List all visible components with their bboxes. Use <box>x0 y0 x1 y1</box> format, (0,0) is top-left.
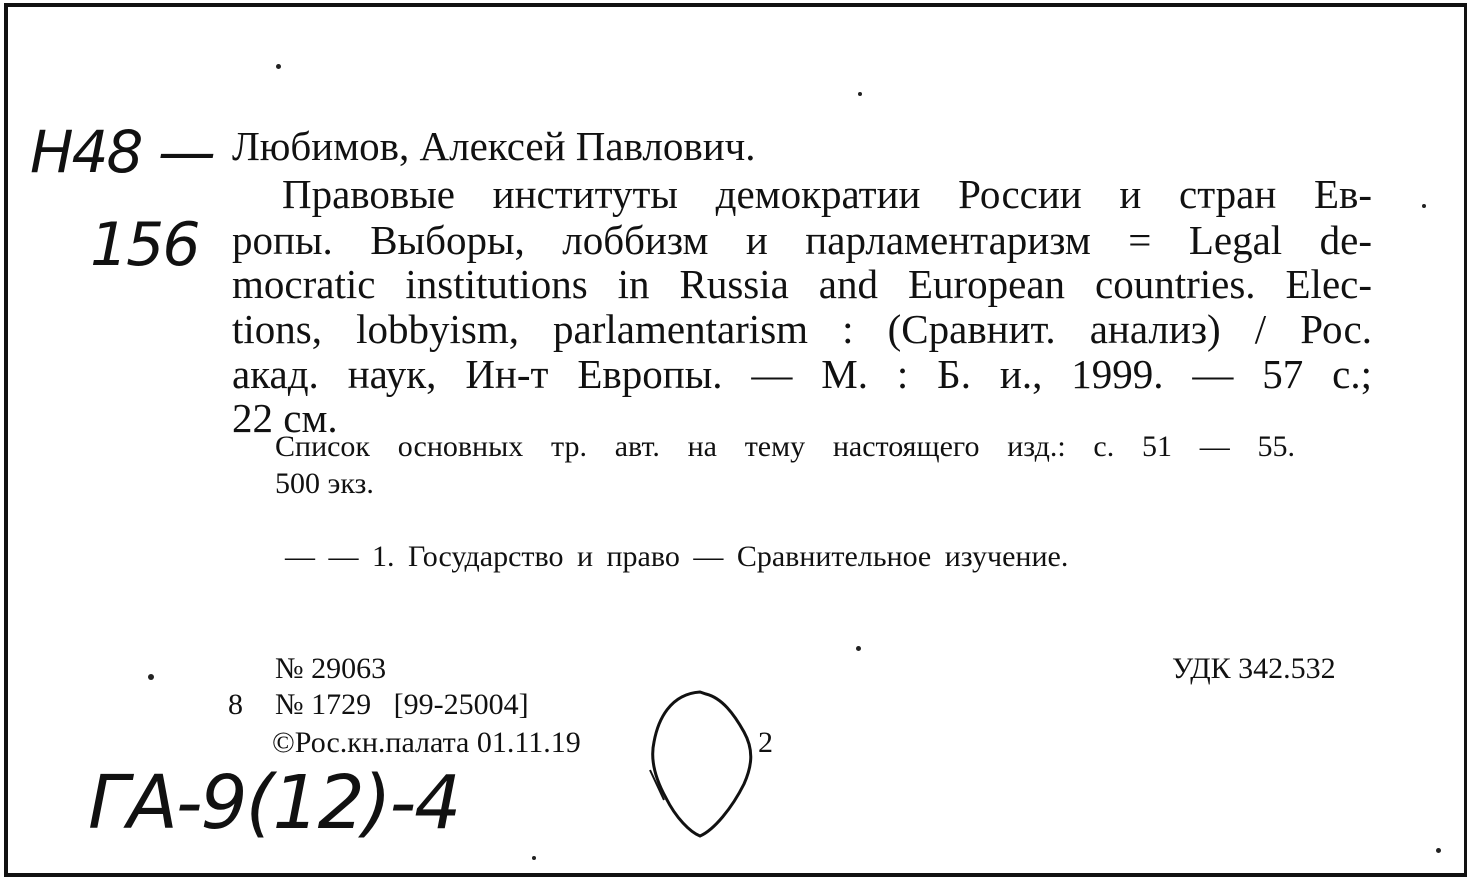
scan-speck <box>856 646 861 651</box>
scan-speck <box>276 64 281 69</box>
scan-speck <box>858 92 862 96</box>
book-chamber-line: ©Рос.кн.палата 01.11.19 <box>272 726 581 759</box>
scan-speck <box>1436 848 1441 853</box>
scan-speck <box>1422 204 1426 208</box>
record-number-1: № 29063 <box>275 652 387 685</box>
body-line-2: ропы. Выборы, лоббизм и парламентаризм = Legal de- <box>232 217 1372 263</box>
handwritten-shelfmark-top: Н48 — <box>30 118 214 186</box>
note-print-run: 500 экз. <box>275 467 374 500</box>
scan-speck <box>532 856 536 860</box>
note-bibliography: Список основных тр. авт. на тему настоящего изд.: с. 51 — 55. <box>275 430 1295 463</box>
body-line-4: tions, lobbyism, parlamentarism : (Сравнит. анализ) / Рос. <box>232 306 1372 352</box>
handwritten-shelfmark-bottom: 156 <box>90 210 199 280</box>
body-line-3: mocratic institutions in Russia and European countries. Elec- <box>232 261 1372 307</box>
book-chamber-line-tail: 2 <box>758 726 773 759</box>
body-line-6: 22 см. <box>232 395 338 441</box>
author-heading: Любимов, Алексей Павлович. <box>232 123 756 169</box>
body-line-1: Правовые институты демократии России и стран Ев- <box>282 171 1372 217</box>
udk-code: УДК 342.532 <box>1172 652 1336 685</box>
handwritten-bottom-note: ГА-9(12)-4 <box>88 760 460 846</box>
record-number-2: № 1729 [99-25004] <box>275 688 529 721</box>
stamp-outline <box>640 680 780 850</box>
subject-heading: — — 1. Государство и право — Сравнительное изучение. <box>285 540 1069 573</box>
card-digit: 8 <box>228 688 243 721</box>
body-line-5: акад. наук, Ин-т Европы. — М. : Б. и., 1999. — 57 с.; <box>232 351 1372 397</box>
scan-speck <box>148 674 154 680</box>
